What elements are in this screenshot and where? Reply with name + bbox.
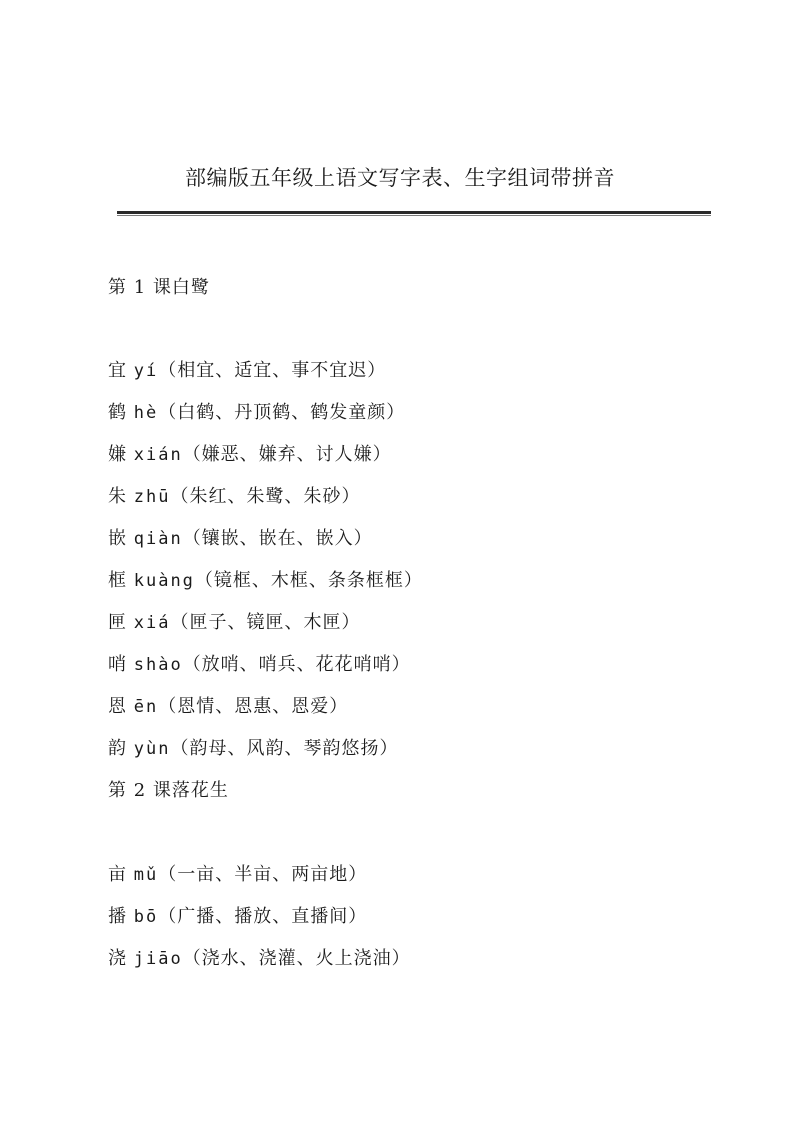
vocab-entry (108, 568, 423, 594)
vocab-char: 嫌 (108, 444, 127, 465)
vocab-entry (108, 904, 367, 930)
vocab-words: （白鹤、丹顶鹤、鹤发童颜） (158, 402, 406, 423)
lesson-heading: 第 2 课落花生 (108, 780, 229, 801)
vocab-char: 亩 (108, 864, 127, 885)
vocab-words: （韵母、风韵、琴韵悠扬） (170, 738, 399, 759)
lesson-heading: 第 1 课白鹭 (108, 277, 210, 298)
vocab-char: 鹤 (108, 402, 127, 423)
vocab-words: （匣子、镜匣、木匣） (170, 612, 361, 633)
vocab-words: （相宜、适宜、事不宜迟） (158, 360, 387, 381)
vocab-words: （镜框、木框、条条框框） (194, 570, 423, 591)
vocab-words: （恩情、恩惠、恩爱） (158, 696, 349, 717)
vocab-entry (108, 946, 411, 972)
vocab-words: （一亩、半亩、两亩地） (158, 864, 368, 885)
vocab-pinyin: yí (133, 361, 159, 381)
vocab-pinyin: hè (133, 403, 159, 423)
vocab-entry (108, 484, 360, 510)
vocab-entry (108, 442, 392, 468)
vocab-char: 恩 (108, 696, 127, 717)
vocab-char: 浇 (108, 948, 127, 969)
vocab-entry (108, 400, 405, 426)
vocab-pinyin: bō (133, 907, 159, 927)
vocab-words: （广播、播放、直播间） (158, 906, 368, 927)
vocab-char: 播 (108, 906, 127, 927)
vocab-words: （朱红、朱鹭、朱砂） (170, 486, 361, 507)
vocab-pinyin: kuàng (133, 571, 195, 591)
vocab-entry (108, 736, 398, 762)
vocab-char: 朱 (108, 486, 127, 507)
vocab-char: 哨 (108, 654, 127, 675)
title-divider (117, 211, 711, 214)
vocab-words: （镶嵌、嵌在、嵌入） (182, 528, 373, 549)
vocab-words: （放哨、哨兵、花花哨哨） (182, 654, 411, 675)
vocab-pinyin: xiá (133, 613, 171, 633)
vocab-pinyin: zhū (133, 487, 171, 507)
vocab-pinyin: mǔ (133, 865, 159, 885)
vocab-entry (108, 652, 411, 678)
vocab-entry (108, 358, 386, 384)
vocab-words: （嫌恶、嫌弃、讨人嫌） (182, 444, 392, 465)
vocab-entry (108, 526, 373, 552)
vocab-entry (108, 610, 360, 636)
vocab-entry (108, 694, 348, 720)
vocab-pinyin: qiàn (133, 529, 183, 549)
vocab-pinyin: yùn (133, 739, 171, 759)
vocab-char: 嵌 (108, 528, 127, 549)
vocab-words: （浇水、浇灌、火上浇油） (182, 948, 411, 969)
vocab-char: 韵 (108, 738, 127, 759)
page-title: 部编版五年级上语文写字表、生字组词带拼音 (185, 166, 615, 190)
vocab-pinyin: jiāo (133, 949, 183, 969)
vocab-pinyin: ēn (133, 697, 159, 717)
vocab-pinyin: xián (133, 445, 183, 465)
vocab-pinyin: shào (133, 655, 183, 675)
vocab-char: 匣 (108, 612, 127, 633)
vocab-char: 宜 (108, 360, 127, 381)
vocab-char: 框 (108, 570, 127, 591)
vocab-entry (108, 862, 367, 888)
